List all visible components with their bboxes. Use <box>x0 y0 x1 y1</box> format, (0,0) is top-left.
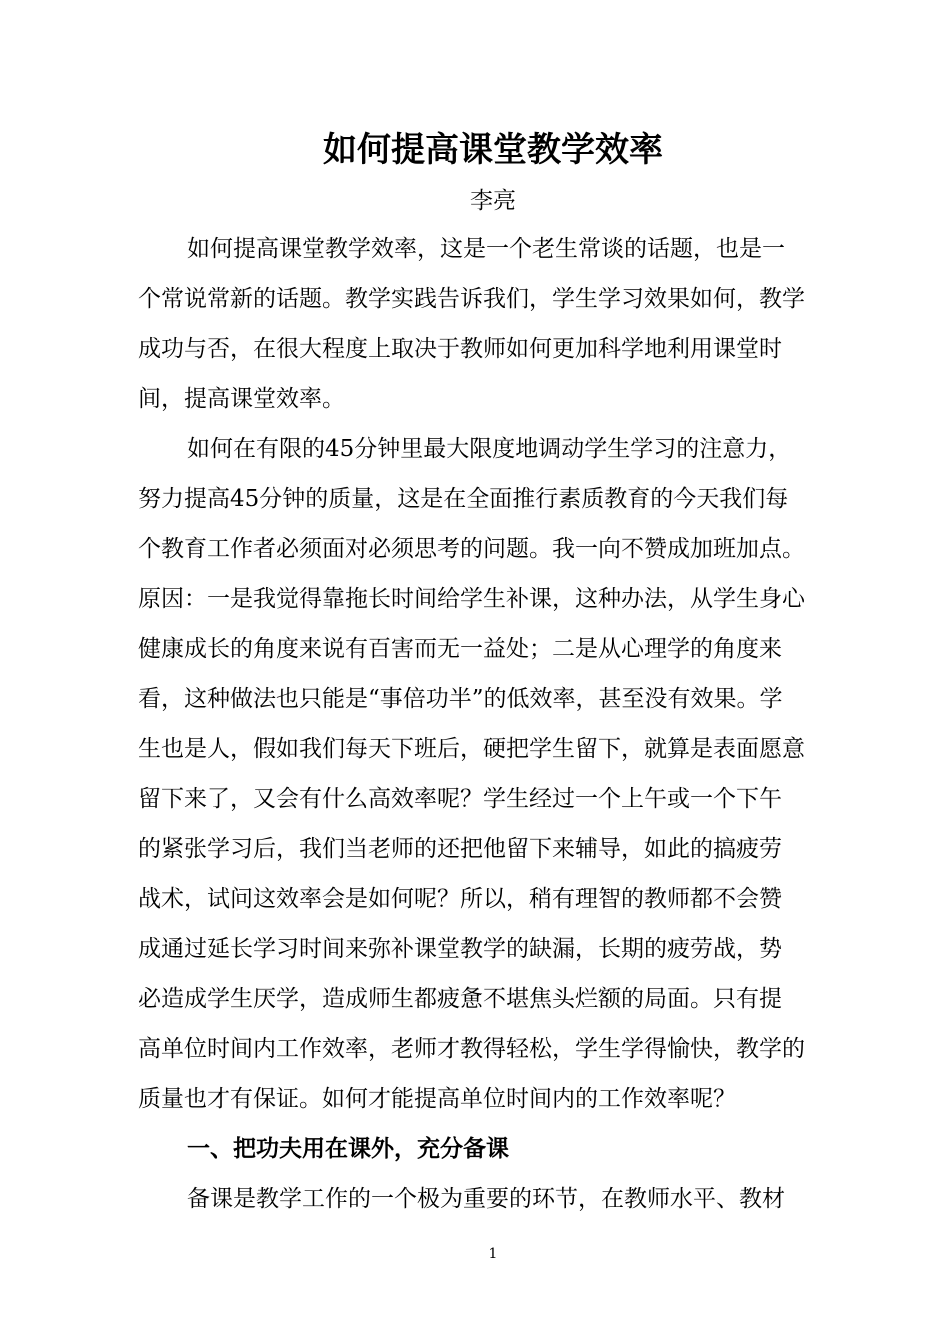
text-line: 高单位时间内工作效率，老师才教得轻松，学生学得愉快，教学的 <box>138 1036 805 1062</box>
text-line: 生也是人，假如我们每天下班后，硬把学生留下，就算是表面愿意 <box>138 736 805 762</box>
document-author: 李亮 <box>470 188 516 214</box>
text-line: 成功与否，在很大程度上取决于教师如何更加科学地利用课堂时 <box>138 336 782 362</box>
text-line: 必造成学生厌学，造成师生都疲惫不堪焦头烂额的局面。只有提 <box>138 986 782 1012</box>
text-line: 原因：一是我觉得靠拖长时间给学生补课，这种办法，从学生身心 <box>138 586 805 612</box>
document-title: 如何提高课堂教学效率 <box>323 130 663 170</box>
text-line: 健康成长的角度来说有百害而无一益处；二是从心理学的角度来 <box>138 636 782 662</box>
text-line: 间，提高课堂效率。 <box>138 386 345 412</box>
text-line: 备课是教学工作的一个极为重要的环节，在教师水平、教材 <box>187 1186 785 1212</box>
text-line: 的紧张学习后，我们当老师的还把他留下来辅导，如此的搞疲劳 <box>138 836 782 862</box>
text-line: 个常说常新的话题。教学实践告诉我们，学生学习效果如何，教学 <box>138 286 805 312</box>
text-line: 如何提高课堂教学效率，这是一个老生常谈的话题，也是一 <box>187 236 785 262</box>
text-line: 看，这种做法也只能是“事倍功半”的低效率，甚至没有效果。学 <box>138 686 783 712</box>
section-heading: 一、把功夫用在课外，充分备课 <box>187 1136 509 1162</box>
text-line: 个教育工作者必须面对必须思考的问题。我一向不赞成加班加点。 <box>138 536 805 562</box>
text-line: 留下来了，又会有什么高效率呢？学生经过一个上午或一个下午 <box>138 786 782 812</box>
text-line: 成通过延长学习时间来弥补课堂教学的缺漏，长期的疲劳战，势 <box>138 936 782 962</box>
page-number: 1 <box>488 1246 498 1262</box>
text-line: 质量也才有保证。如何才能提高单位时间内的工作效率呢？ <box>138 1086 736 1112</box>
text-line: 战术，试问这效率会是如何呢？所以，稍有理智的教师都不会赞 <box>138 886 782 912</box>
text-line: 如何在有限的45分钟里最大限度地调动学生学习的注意力， <box>187 436 792 462</box>
text-line: 努力提高45分钟的质量，这是在全面推行素质教育的今天我们每 <box>138 486 789 512</box>
